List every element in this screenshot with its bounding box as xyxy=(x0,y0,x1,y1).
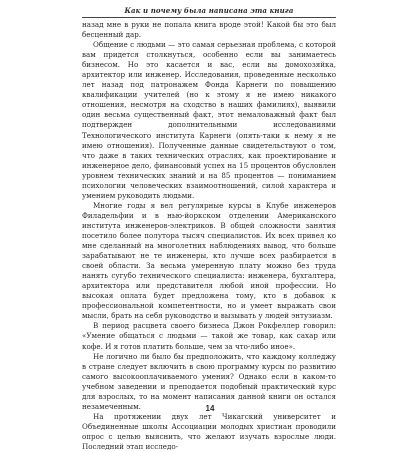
paragraph: На протяжении двух лет Чикагский университет и Объединенные школы Ассоциации молодых христиан проводили опрос с целью выяснить, что желают изучать взрослые люди. Последний этап исследо- xyxy=(82,411,336,451)
paragraph: Не логично ли было бы предположить, что каждому колледжу в стране следует включить в свою программу курсы по развитию самого высокооплачиваемого умения? Однако если в каком-то учебном заведении и преподается подобный практический курс для взрослых, то на момент написания данной книги он остался незамеченным. xyxy=(82,351,336,411)
running-title: Как и почему была написана эта книга xyxy=(82,6,336,18)
paragraph: назад мне в руки не попала книга вроде этой! Какой бы это был бесценный дар. xyxy=(82,20,336,40)
paragraph: Многие годы я вел регулярные курсы в Клубе инженеров Филадельфии и в нью-йоркском отделении Американского института инженеров-электриков. В общей сложности занятия посетило более полутора тысяч специалистов. Их всех привел ко мне сделанный на многолетних наблюдениях вывод, что больше зарабатывают не те инженеры, кто лучше всех разбирается в своей области. За весьма умеренную плату можно без труда нанять сугубо технического специалиста: инженера, бухгалтера, архитектора или представителя любой иной профессии. Но высокая оплата будет предложена тому, кто в добавок к профессиональной компетентности, но и умеет выражать свои мысли, брать на себя руководство и вызывать у людей энтузиазм. xyxy=(82,200,336,321)
paragraph: В период расцвета своего бизнеса Джон Рокфеллер говорил: «Умение общаться с людьми — такой же товар, как сахар или кофе. И я готов платить больше, чем за что-либо иное». xyxy=(82,321,336,351)
paragraph: Общение с людьми — это самая серьезная проблема, с которой вам придется столкнуться, особенно если вы занимаетесь бизнесом. Но это касается и вас, если вы домохозяйка, архитектор или инженер. Исследования, проведенные несколько лет назад под патронажем Фонда Карнеги по повышению квалификации учителей (но к этому я не имею никакого отношения, несмотря на сходство в наших фамилиях), выявили один весьма существенный факт, этот немаловажный факт был подтвержден дополнительными исследованиями Технологического института Карнеги (опять-таки к нему я не имею отношения). Полученные данные свидетельствуют о том, что даже в таких технических отраслях, как проектирование и инженерное дело, финансовый успех на 15 процентов обусловлен уровнем технических знаний и на 85 процентов — пониманием психологии человеческих взаимоотношений, силой характера и умением руководить людьми. xyxy=(82,40,336,200)
page-number: 14 xyxy=(205,404,215,413)
body-text xyxy=(82,20,336,452)
